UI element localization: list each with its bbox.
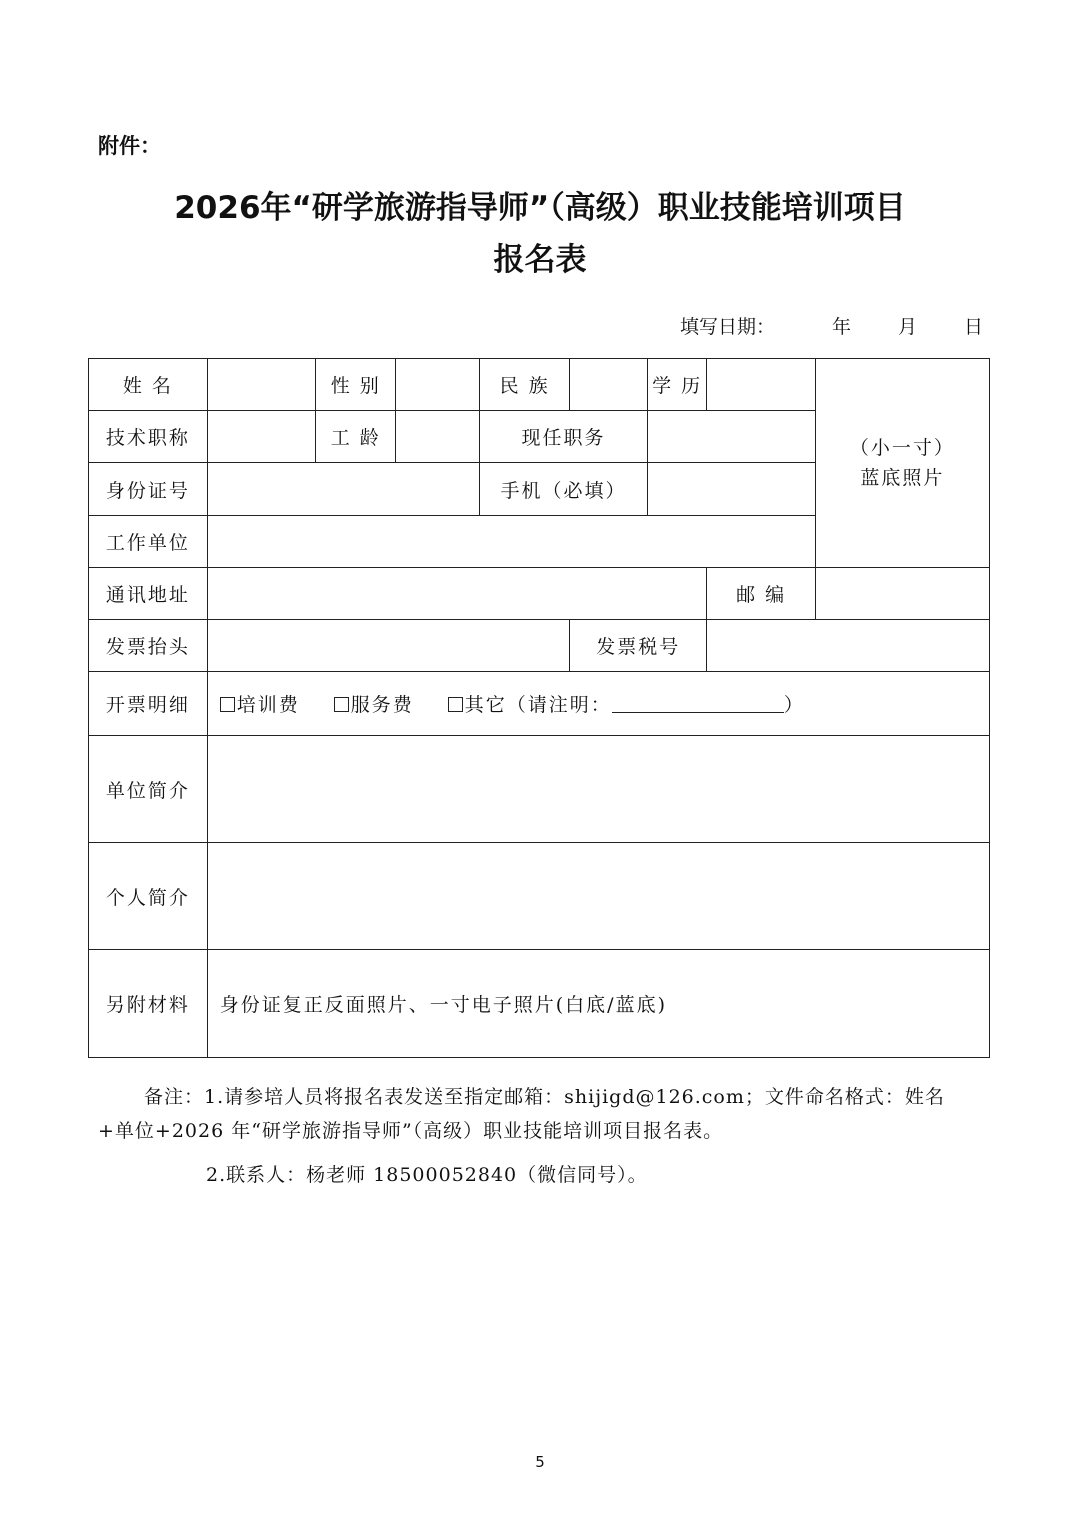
postcode-field[interactable]: [815, 568, 989, 620]
gender-field[interactable]: [396, 359, 480, 411]
invoice-detail-options: [207, 672, 989, 736]
ethnicity-field[interactable]: [570, 359, 648, 411]
form-title: 2026年“研学旅游指导师”（高级）职业技能培训项目: [174, 190, 906, 226]
attachment-label: 附件：: [98, 134, 161, 158]
personal-intro-label: 个人简介: [89, 843, 208, 950]
ethnicity-label: 民 族: [480, 359, 570, 411]
company-intro-label: 单位简介: [89, 736, 208, 843]
option-service-fee[interactable]: 服务费: [334, 690, 414, 717]
page-number: 5: [535, 1453, 545, 1471]
note-line-2: +单位+2026 年“研学旅游指导师”（高级）职业技能培训项目报名表。: [98, 1120, 724, 1142]
photo-size-label: （小一寸）: [849, 437, 955, 459]
attachments-value: 身份证复正反面照片、一寸电子照片(白底/蓝底): [207, 950, 989, 1058]
option-other[interactable]: 其它（请注明： ）: [448, 690, 805, 717]
checkbox-icon[interactable]: [220, 697, 235, 712]
work-years-label: 工 龄: [316, 411, 396, 463]
attachments-label: 另附材料: [89, 950, 208, 1058]
education-label: 学 历: [647, 359, 706, 411]
personal-intro-field[interactable]: [207, 843, 989, 950]
option-training-fee[interactable]: 培训费: [220, 690, 300, 717]
phone-field[interactable]: [647, 463, 815, 516]
fill-date-month: 月: [898, 316, 918, 338]
postcode-label: 邮 编: [707, 568, 816, 620]
education-field[interactable]: [707, 359, 816, 411]
invoice-detail-label: 开票明细: [89, 672, 208, 736]
tax-number-label: 发票税号: [570, 620, 707, 672]
fill-date-year: 年: [832, 316, 852, 338]
employer-field[interactable]: [207, 516, 815, 568]
invoice-title-label: 发票抬头: [89, 620, 208, 672]
fill-date-label: 填写日期：: [680, 316, 776, 338]
title-label: 技术职称: [89, 411, 208, 463]
employer-label: 工作单位: [89, 516, 208, 568]
address-field[interactable]: [207, 568, 707, 620]
name-label: 姓 名: [89, 359, 208, 411]
invoice-title-field[interactable]: [207, 620, 569, 672]
form-subtitle: 报名表: [493, 242, 587, 278]
checkbox-icon[interactable]: [448, 697, 463, 712]
company-intro-field[interactable]: [207, 736, 989, 843]
note-line-3: 2.联系人：杨老师 18500052840（微信同号）。: [206, 1164, 648, 1186]
work-years-field[interactable]: [396, 411, 480, 463]
registration-form: [88, 358, 990, 1058]
name-field[interactable]: [207, 359, 316, 411]
address-label: 通讯地址: [89, 568, 208, 620]
position-label: 现任职务: [480, 411, 648, 463]
phone-label: 手机（必填）: [480, 463, 648, 516]
photo-color-label: 蓝底照片: [860, 467, 945, 489]
other-blank-line[interactable]: [612, 696, 784, 713]
title-field[interactable]: [207, 411, 316, 463]
id-number-field[interactable]: [207, 463, 479, 516]
position-field[interactable]: [647, 411, 815, 463]
photo-box[interactable]: [815, 359, 989, 568]
fill-date-day: 日: [964, 316, 984, 338]
checkbox-icon[interactable]: [334, 697, 349, 712]
id-number-label: 身份证号: [89, 463, 208, 516]
gender-label: 性 别: [316, 359, 396, 411]
tax-number-field[interactable]: [707, 620, 990, 672]
note-line-1: 备注：1.请参培人员将报名表发送至指定邮箱：shijigd@126.com；文件命名格式：姓名: [144, 1086, 945, 1108]
